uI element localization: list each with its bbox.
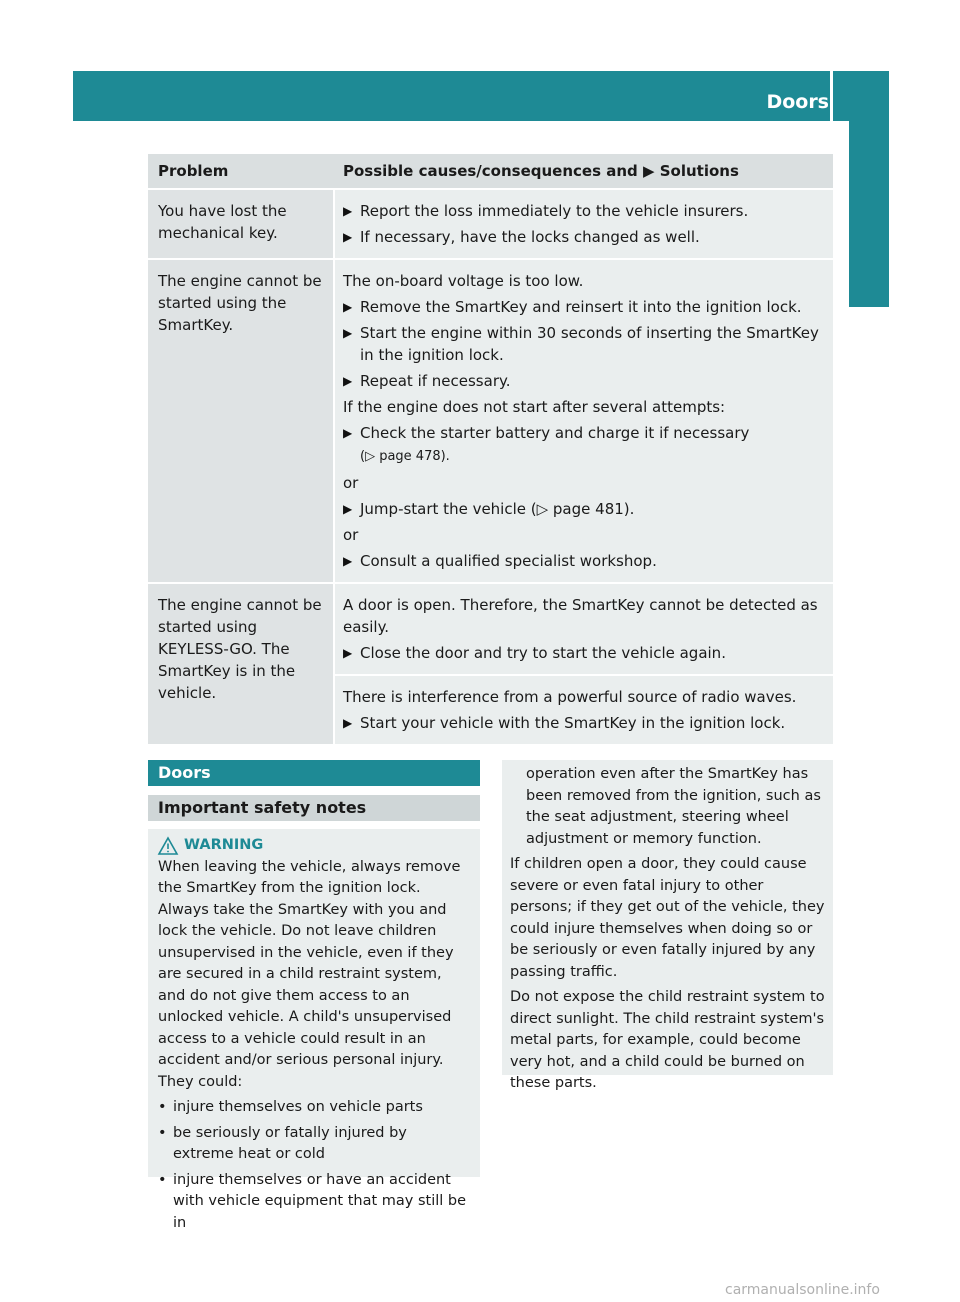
cause-text: There is interference from a powerful source of radio waves. bbox=[343, 688, 797, 706]
warning-box bbox=[148, 829, 480, 1231]
solution-step: ▶ Check the starter battery and charge it if necessary (▷ page 478). bbox=[343, 422, 825, 468]
warning-text: When leaving the vehicle, always remove the SmartKey from the ignition lock. Always take the SmartKey with you and lock the vehicle. Do not leave children unsupervised in the vehicle, even if they are secured in a child restraint system, and do not give them access to an unlocked vehicle. A child's unsupervised access to a vehicle could result in an accident and/or serious personal injury. They could: bbox=[158, 858, 461, 1090]
header-problem: Problem bbox=[158, 162, 229, 180]
header-section-title: Doors bbox=[766, 91, 829, 113]
solution-step: ▶ If necessary, have the locks changed as well. bbox=[343, 228, 700, 246]
page-header bbox=[73, 71, 889, 121]
solution-step: ▶ Close the door and try to start the vehicle again. bbox=[343, 644, 726, 662]
section-title-doors: Doors bbox=[148, 760, 480, 786]
step-arrow-icon: ▶ bbox=[343, 716, 353, 730]
step-arrow-icon: ▶ bbox=[343, 326, 353, 340]
solution-step: ▶ Report the loss immediately to the vehicle insurers. bbox=[343, 202, 749, 220]
solution-step: ▶ Start your vehicle with the SmartKey in the ignition lock. bbox=[343, 714, 786, 732]
problem-cell: The engine cannot be started using the SmartKey. bbox=[148, 260, 333, 582]
sunlight-warning-text: Do not expose the child restraint system to direct sunlight. The child restraint system's metal parts, for example, could become very hot, and a child could be burned on these parts. bbox=[510, 989, 825, 1091]
step-arrow-icon: ▶ bbox=[343, 426, 353, 440]
or-text: or bbox=[343, 474, 359, 492]
step-arrow-icon: ▶ bbox=[343, 646, 353, 660]
cause-text: A door is open. Therefore, the SmartKey cannot be detected as easily. bbox=[343, 596, 818, 636]
header-solutions: Possible causes/consequences and ▶ Solutions bbox=[343, 162, 739, 180]
step-arrow-icon: ▶ bbox=[343, 502, 353, 516]
solution-step: ▶ Repeat if necessary. bbox=[343, 372, 511, 390]
warning-heading bbox=[158, 835, 472, 857]
watermark: carmanualsonline.info bbox=[725, 1282, 880, 1298]
list-item: • injure themselves or have an accident with vehicle equipment that may still be in bbox=[158, 1171, 467, 1231]
or-text: or bbox=[343, 526, 359, 544]
side-chapter-tab bbox=[849, 71, 889, 307]
condition-text: If the engine does not start after several attempts: bbox=[343, 398, 726, 416]
warning-box-continued bbox=[502, 760, 833, 1091]
list-item: • be seriously or fatally injured by extreme heat or cold bbox=[158, 1124, 407, 1162]
step-arrow-icon: ▶ bbox=[343, 300, 353, 314]
header-divider bbox=[830, 71, 833, 121]
problem-cell: You have lost the mechanical key. bbox=[148, 190, 333, 258]
solution-step: ▶ Remove the SmartKey and reinsert it into the ignition lock. bbox=[343, 298, 802, 316]
subsection-title: Important safety notes bbox=[148, 795, 480, 821]
troubleshooting-table bbox=[148, 154, 833, 746]
children-warning-text: If children open a door, they could cause severe or even fatal injury to other persons; if they get out of the vehicle, they could injure themselves when doing so or be seriously or even fatally injured by any passing traffic. bbox=[510, 856, 825, 980]
warning-label: WARNING bbox=[184, 837, 264, 853]
solution-step: ▶ Consult a qualified specialist workshop. bbox=[343, 552, 657, 570]
list-item: • injure themselves on vehicle parts bbox=[158, 1099, 423, 1115]
problem-cell: The engine cannot be started using KEYLESS-GO. The SmartKey is in the vehicle. bbox=[148, 584, 333, 744]
solution-cell bbox=[335, 584, 833, 674]
step-arrow-icon: ▶ bbox=[343, 374, 353, 388]
table-row bbox=[148, 190, 833, 258]
page-reference-link[interactable]: (▷ page 478). bbox=[360, 449, 450, 464]
solution-cell bbox=[335, 260, 833, 582]
step-arrow-icon: ▶ bbox=[343, 230, 353, 244]
warning-triangle-icon bbox=[158, 837, 178, 855]
side-chapter-label bbox=[848, 320, 888, 520]
step-arrow-icon: ▶ bbox=[343, 554, 353, 568]
warning-continued-text: operation even after the SmartKey has been removed from the ignition, such as the seat adjustment, steering wheel adjustment or memory function. bbox=[526, 766, 821, 847]
cause-text: The on-board voltage is too low. bbox=[343, 272, 584, 290]
solution-step: ▶ Start the engine within 30 seconds of inserting the SmartKey in the ignition lock. bbox=[343, 324, 819, 364]
solution-step: ▶ Jump-start the vehicle (▷ page 481). bbox=[343, 500, 635, 518]
table-header bbox=[148, 154, 833, 188]
step-arrow-icon: ▶ bbox=[343, 204, 353, 218]
table-row bbox=[148, 260, 833, 582]
solution-cell bbox=[335, 676, 833, 744]
solution-cell bbox=[335, 190, 833, 258]
table-row bbox=[148, 584, 833, 744]
